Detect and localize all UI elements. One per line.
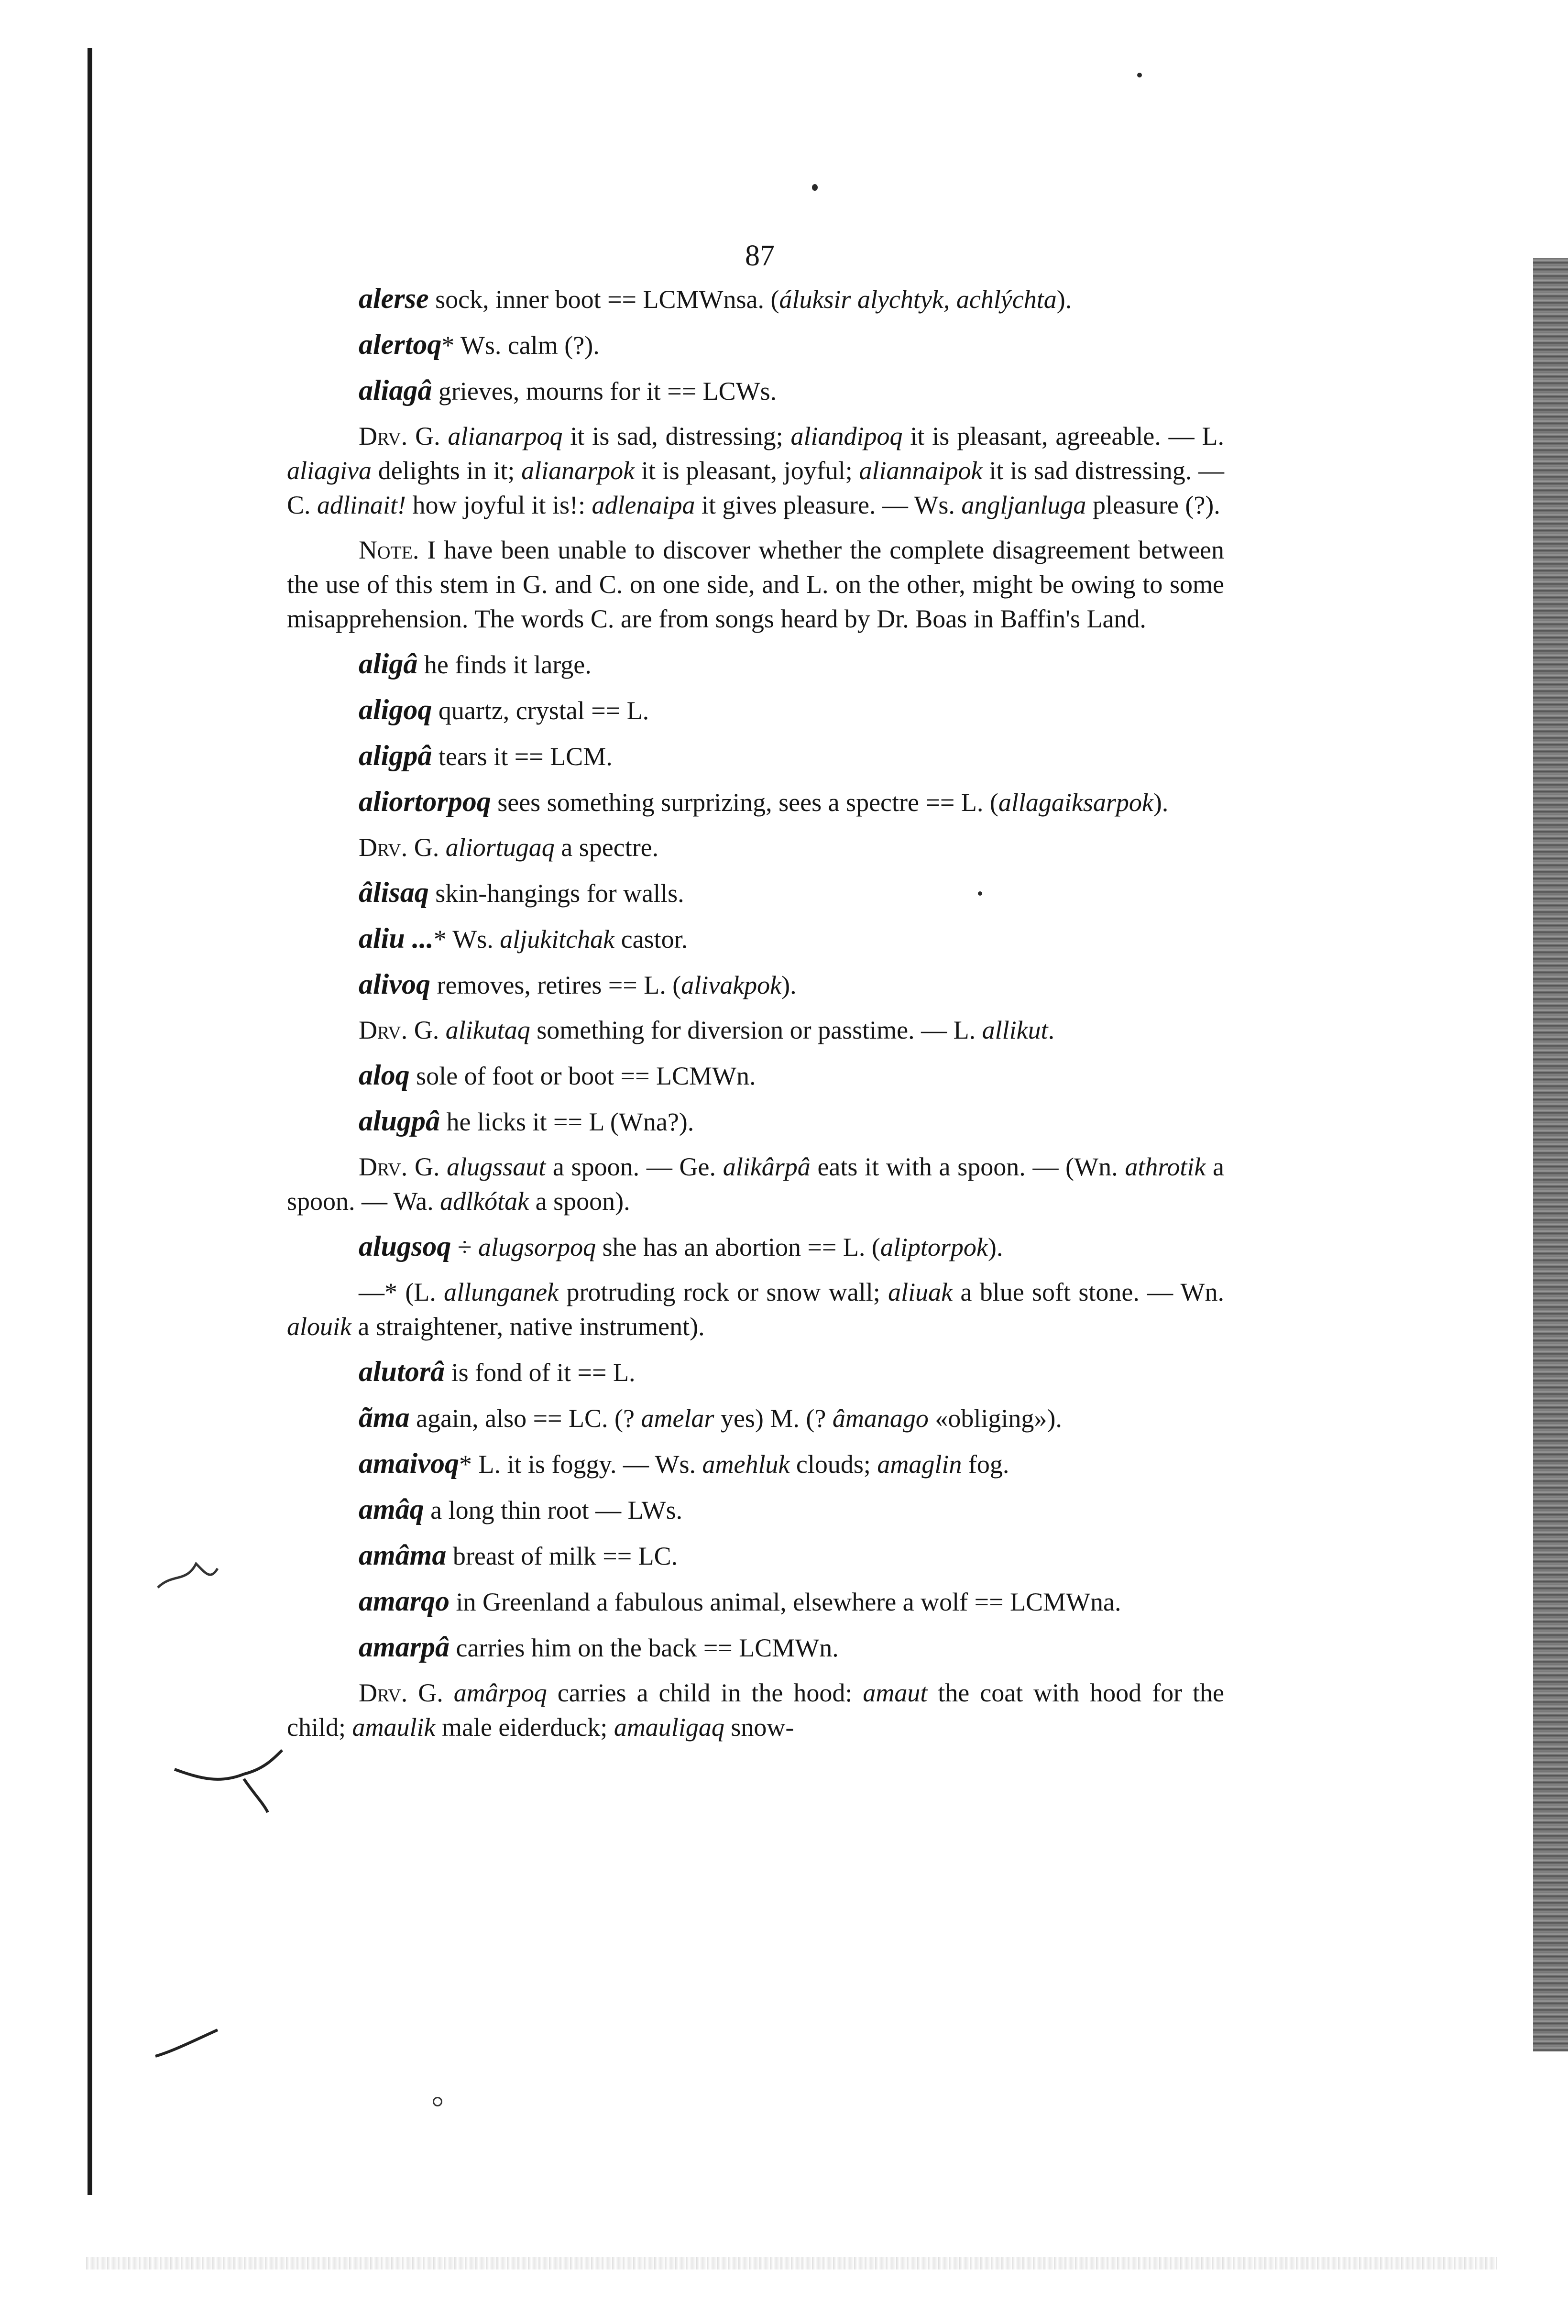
entry-aliu — [287, 921, 1224, 956]
definition: ). — [987, 1233, 1003, 1261]
text: a straightener, native instrument). — [351, 1312, 705, 1341]
derivation-label: Drv. — [359, 833, 408, 862]
cognate: aljukitchak — [500, 925, 615, 954]
definition: castor. — [614, 925, 688, 954]
definition: * Ws. calm (?). — [441, 331, 600, 360]
ink-blot — [153, 1554, 220, 1597]
definition: skin-hangings for walls. — [428, 879, 684, 908]
entry-amaivoq — [287, 1446, 1224, 1481]
entry-alugpa — [287, 1104, 1224, 1139]
headword: aligoq — [359, 694, 432, 725]
definition: fog. — [962, 1450, 1009, 1479]
cognate: alugssaut — [447, 1152, 546, 1181]
text: G. — [407, 1678, 454, 1707]
derivation-label: Drv. — [359, 422, 408, 450]
definition: sees something surprizing, sees a spectre == L. ( — [491, 788, 998, 817]
entry-aliaga — [287, 373, 1224, 408]
note-aliaga — [287, 533, 1224, 636]
entry-amaq — [287, 1492, 1224, 1527]
cognate: angljanluga — [961, 491, 1086, 519]
entry-alutora — [287, 1354, 1224, 1390]
cognate: amelar — [641, 1404, 714, 1433]
scan-speck — [812, 184, 818, 191]
definition: quartz, crystal == L. — [432, 696, 649, 725]
definition: is fond of it == L. — [445, 1358, 636, 1387]
cognate: alugsorpoq — [478, 1233, 596, 1261]
ink-smudge — [172, 1741, 301, 1817]
definition: sole of foot or boot == LCMWn. — [409, 1062, 756, 1090]
text: delights in it; — [371, 456, 522, 485]
text: a spectre. — [554, 833, 659, 862]
cognate: aliandipoq — [790, 422, 903, 450]
entry-amarqo — [287, 1584, 1224, 1619]
text: it is pleasant, joyful; — [635, 456, 859, 485]
cognate: amârpoq — [453, 1678, 547, 1707]
headword: aliortorpoq — [359, 786, 491, 817]
definition: she has an abortion == L. ( — [596, 1233, 880, 1261]
headword: amâq — [359, 1493, 424, 1525]
derivation-aliaga — [287, 419, 1224, 522]
derivation-amarpa — [287, 1676, 1224, 1744]
cognate: áluksir alychtyk, achlýchta — [779, 285, 1057, 314]
text: —* (L. — [359, 1278, 444, 1306]
definition: clouds; — [789, 1450, 877, 1479]
scan-speck — [1137, 73, 1142, 77]
entry-alugsoq — [287, 1229, 1224, 1264]
headword: amarqo — [359, 1585, 450, 1617]
entry-ama — [287, 1400, 1224, 1436]
pen-stroke — [153, 2028, 220, 2061]
entry-aliortorpoq — [287, 784, 1224, 820]
text: pleasure (?). — [1086, 491, 1220, 519]
cognate: athrotik — [1125, 1152, 1206, 1181]
right-scan-edge — [1533, 258, 1568, 2051]
headword: amarpâ — [359, 1631, 450, 1663]
headword: amâma — [359, 1539, 447, 1571]
cognate: alouik — [287, 1312, 351, 1341]
definition: tears it == LCM. — [432, 742, 613, 771]
cognate: amauligaq — [614, 1713, 724, 1742]
headword: amaivoq — [359, 1447, 459, 1479]
headword: alugsoq — [359, 1230, 451, 1262]
derivation-alugpa — [287, 1150, 1224, 1218]
entry-aloq — [287, 1058, 1224, 1093]
cognate: alikutaq — [445, 1016, 530, 1044]
cognate: amaglin — [877, 1450, 962, 1479]
entry-aligpa — [287, 738, 1224, 774]
definition: sock, inner boot == LCMWnsa. ( — [428, 285, 779, 314]
definition: he finds it large. — [417, 650, 592, 679]
text: G. — [407, 1152, 447, 1181]
definition: ). — [1056, 285, 1072, 314]
text: a spoon). — [529, 1187, 630, 1216]
page-number: 87 — [745, 240, 775, 272]
text: carries a child in the hood: — [547, 1678, 863, 1707]
derivation-label: Drv. — [359, 1678, 408, 1707]
bottom-scan-noise — [86, 2257, 1497, 2269]
text: it gives pleasure. — Ws. — [695, 491, 962, 519]
text: a blue soft stone. — Wn. — [953, 1278, 1225, 1306]
definition: again, also == LC. (? — [409, 1404, 641, 1433]
cognate: alikârpâ — [723, 1152, 811, 1181]
derivation-aliortorpoq — [287, 830, 1224, 865]
definition: breast of milk == LC. — [446, 1542, 678, 1570]
text: how joyful it is!: — [406, 491, 592, 519]
text: I have been unable to discover whether the complete disagreement between the use of this stem in G. and C. on one side, and L. on the other, might be owing to some misapprehension. The words C. are from songs heard by Dr. Boas in Baffin's Land. — [287, 536, 1224, 633]
headword: alertoq — [359, 329, 442, 360]
headword: aliu ... — [359, 922, 434, 954]
entry-aliga — [287, 647, 1224, 682]
text: male eiderduck; — [435, 1713, 614, 1742]
definition: grieves, mourns for it == LCWs. — [432, 377, 777, 406]
note-label: Note. — [359, 536, 419, 564]
text: a spoon. — Ge. — [546, 1152, 723, 1181]
headword: aligâ — [359, 648, 418, 680]
definition: ). — [781, 971, 797, 999]
subentry-alugsoq — [287, 1275, 1224, 1344]
definition: ÷ — [451, 1233, 479, 1261]
text: . — [1048, 1016, 1055, 1044]
cognate: aliuak — [888, 1278, 953, 1306]
text: the coat with hood for the child; — [287, 1678, 1225, 1742]
cognate: allunganek — [444, 1278, 559, 1306]
definition: in Greenland a fabulous animal, elsewhere a wolf == LCMWna. — [450, 1588, 1121, 1616]
headword: alutorâ — [359, 1356, 445, 1387]
definition: yes) M. (? — [714, 1404, 833, 1433]
cognate: amaut — [863, 1678, 928, 1707]
headword: alerse — [359, 283, 429, 314]
entry-alivoq — [287, 967, 1224, 1002]
dictionary-text — [287, 281, 1224, 1755]
cognate: aliagiva — [287, 456, 372, 485]
cognate: âmanago — [832, 1404, 929, 1433]
definition: a long thin root — LWs. — [424, 1496, 683, 1524]
definition: he licks it == L (Wna?). — [440, 1107, 694, 1136]
definition: ). — [1153, 788, 1169, 817]
cognate: aliptorpok — [880, 1233, 988, 1261]
headword: ãma — [359, 1402, 410, 1433]
entry-alisaq — [287, 875, 1224, 910]
cognate: alivakpok — [681, 971, 782, 999]
text: G. — [407, 1016, 446, 1044]
cognate: amaulik — [352, 1713, 436, 1742]
text: it is pleasant, agreeable. — L. — [902, 422, 1224, 450]
definition: carries him on the back == LCMWn. — [450, 1633, 839, 1662]
entry-alertoq — [287, 327, 1224, 362]
entry-amarpa — [287, 1630, 1224, 1665]
text: a spoon. — Wa. — [287, 1152, 1225, 1216]
cognate: aliannaipok — [859, 456, 983, 485]
entry-aligoq — [287, 692, 1224, 728]
cognate: allagaiksarpok — [998, 788, 1153, 817]
text: protruding rock or snow wall; — [559, 1278, 888, 1306]
text: G. — [407, 833, 446, 862]
headword: aliagâ — [359, 374, 432, 406]
cognate: alianarpok — [521, 456, 635, 485]
entry-amama — [287, 1538, 1224, 1573]
text: eats it with a spoon. — (Wn. — [810, 1152, 1125, 1181]
derivation-alivoq — [287, 1013, 1224, 1047]
cognate: adlkótak — [440, 1187, 529, 1216]
text: it is sad distressing. — C. — [287, 456, 1224, 519]
text: it is sad, distressing; — [562, 422, 791, 450]
cognate: aliortugaq — [445, 833, 555, 862]
definition: * L. it is foggy. — Ws. — [459, 1450, 702, 1479]
headword: âlisaq — [359, 877, 429, 908]
headword: alugpâ — [359, 1105, 440, 1137]
headword: aligpâ — [359, 740, 432, 771]
scan-speck — [433, 2097, 442, 2106]
cognate: allikut — [982, 1016, 1048, 1044]
left-margin-rule — [88, 48, 92, 2195]
definition: * Ws. — [433, 925, 500, 954]
definition: «obliging»). — [928, 1404, 1062, 1433]
cognate: amehluk — [702, 1450, 790, 1479]
cognate: adlinait! — [317, 491, 406, 519]
text: snow- — [724, 1713, 794, 1742]
text: something for diversion or passtime. — L. — [530, 1016, 982, 1044]
derivation-label: Drv. — [359, 1152, 408, 1181]
headword: alivoq — [359, 968, 430, 1000]
derivation-label: Drv. — [359, 1016, 408, 1044]
cognate: alianarpoq — [448, 422, 563, 450]
text: G. — [407, 422, 448, 450]
definition: removes, retires == L. ( — [430, 971, 681, 999]
headword: aloq — [359, 1059, 410, 1091]
cognate: adlenaipa — [592, 491, 695, 519]
entry-alerse — [287, 281, 1224, 317]
